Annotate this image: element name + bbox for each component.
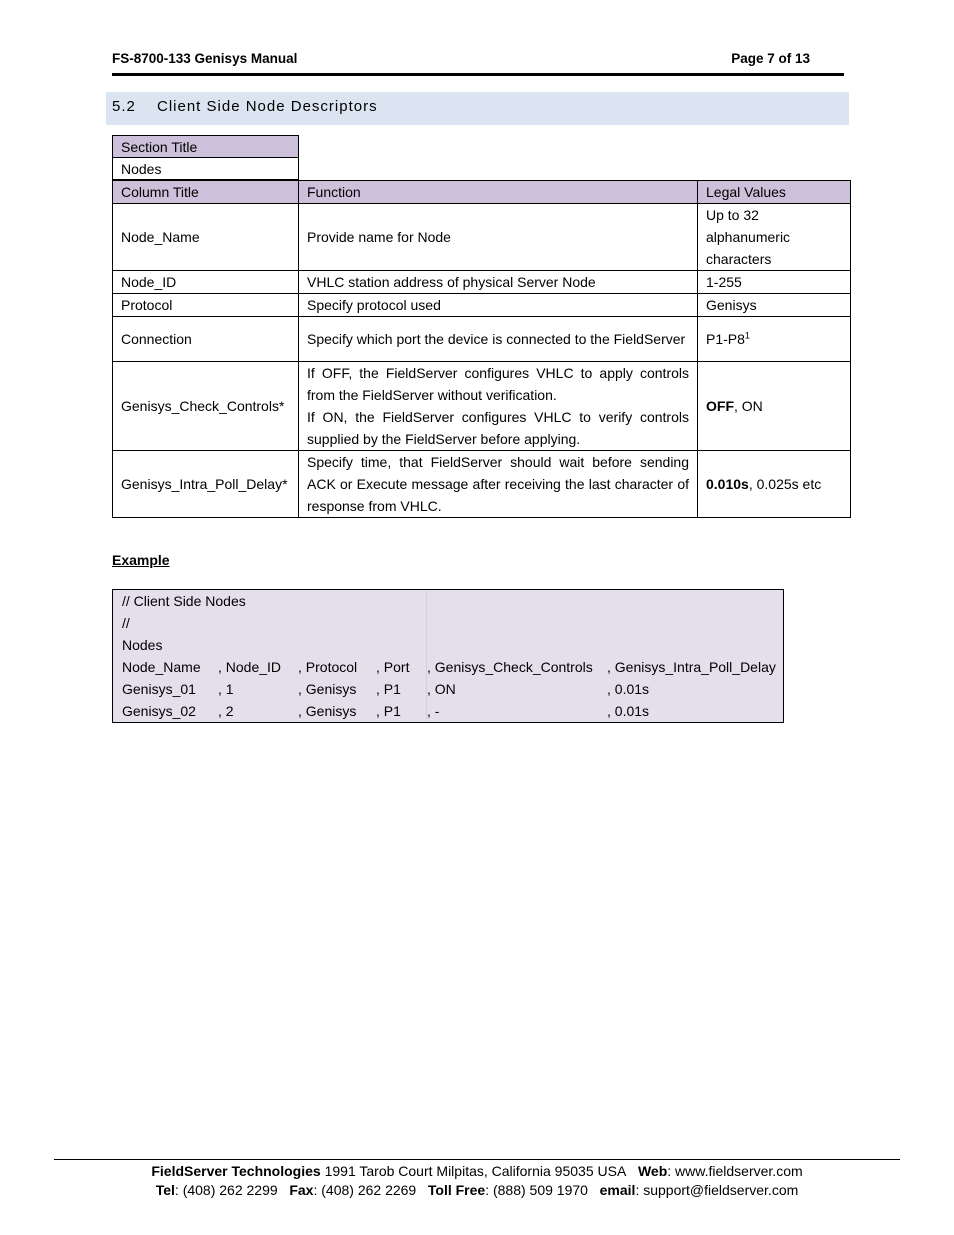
example-comment: // <box>122 615 130 631</box>
example-cell: Genisys_01 <box>122 681 196 697</box>
row-name: Genisys_Intra_Poll_Delay* <box>113 451 299 518</box>
example-cell: , - <box>427 703 440 719</box>
footer-line-2 <box>0 1181 954 1200</box>
table-row <box>113 204 851 271</box>
footer-web: : www.fieldserver.com <box>667 1163 803 1179</box>
example-label: Example <box>112 552 170 568</box>
row-legal: 1-255 <box>698 271 851 294</box>
row-function <box>299 362 698 451</box>
section-number: 5.2 <box>112 98 136 115</box>
section-title-header: Section Title <box>113 136 299 158</box>
page-footer <box>0 1162 954 1200</box>
node-descriptor-table <box>112 180 851 518</box>
function-off-text: If OFF, the FieldServer configures VHLC to apply controls from the FieldServer without verification. <box>307 365 689 403</box>
footer-divider <box>54 1159 900 1160</box>
footer-web-label: Web <box>637 1163 668 1179</box>
legal-value: P1-P8 <box>706 331 745 347</box>
legal-rest: , ON <box>734 398 763 414</box>
section-title-table <box>112 135 299 180</box>
footnote-marker: 1 <box>744 330 750 341</box>
row-name: Node_ID <box>113 271 299 294</box>
column-header-legal: Legal Values <box>698 181 851 204</box>
row-name: Node_Name <box>113 204 299 271</box>
example-code-box <box>112 589 784 723</box>
section-title-value: Nodes <box>113 158 299 180</box>
row-function: Specify protocol used <box>299 294 698 317</box>
example-cell: , Genisys <box>298 681 357 697</box>
example-header-cell: , Protocol <box>298 659 358 675</box>
page-header <box>112 51 844 76</box>
example-cell: , ON <box>427 681 456 697</box>
example-cell: , 1 <box>218 681 234 697</box>
footer-email-label: email <box>599 1182 636 1198</box>
row-name: Genisys_Check_Controls* <box>113 362 299 451</box>
row-function: VHLC station address of physical Server Node <box>299 271 698 294</box>
footer-fax: : (408) 262 2269 <box>313 1182 417 1198</box>
footer-line-1 <box>0 1162 954 1181</box>
row-legal: Genisys <box>698 294 851 317</box>
page-number: Page 7 of 13 <box>731 51 810 66</box>
table-row <box>113 294 851 317</box>
section-title: Client Side Node Descriptors <box>157 98 378 115</box>
example-cell: , P1 <box>376 703 401 719</box>
table-row <box>113 271 851 294</box>
footer-company: FieldServer Technologies <box>151 1163 321 1179</box>
example-cell: , 0.01s <box>607 681 650 697</box>
manual-title: FS-8700-133 Genisys Manual <box>112 51 298 66</box>
example-header-cell: , Port <box>376 659 410 675</box>
footer-tel: : (408) 262 2299 <box>174 1182 278 1198</box>
function-on-text: If ON, the FieldServer configures VHLC to verify controls supplied by the FieldServer before applying. <box>307 409 689 447</box>
footer-tel-label: Tel <box>155 1182 175 1198</box>
row-legal <box>698 362 851 451</box>
example-cell: , 2 <box>218 703 234 719</box>
footer-fax-label: Fax <box>289 1182 314 1198</box>
row-function: Specify time, that FieldServer should wait before sending ACK or Execute message after receiving the last character of response from VHLC. <box>299 451 698 518</box>
table-row <box>113 451 851 518</box>
example-cell: , Genisys <box>298 703 357 719</box>
row-legal <box>698 317 851 362</box>
default-value: 0.010s <box>706 476 749 492</box>
example-cell: Genisys_02 <box>122 703 196 719</box>
row-function: Provide name for Node <box>299 204 698 271</box>
footer-address: 1991 Tarob Court Milpitas, California 95035 USA <box>320 1163 627 1179</box>
example-header-cell: , Node_ID <box>218 659 282 675</box>
row-legal <box>698 451 851 518</box>
row-name: Protocol <box>113 294 299 317</box>
section-heading <box>106 92 849 125</box>
column-header-function: Function <box>299 181 698 204</box>
example-header-cell: , Genisys_Intra_Poll_Delay <box>607 659 776 675</box>
example-cell: , 0.01s <box>607 703 650 719</box>
footer-tollfree: : (888) 509 1970 <box>485 1182 588 1198</box>
row-legal: Up to 32 alphanumeric characters <box>698 204 851 271</box>
footer-email: : support@fieldserver.com <box>635 1182 799 1198</box>
table-row <box>113 317 851 362</box>
row-name: Connection <box>113 317 299 362</box>
default-value: OFF <box>706 398 734 414</box>
example-header-cell: Node_Name <box>122 659 201 675</box>
example-comment: // Client Side Nodes <box>122 593 246 609</box>
row-function: Specify which port the device is connected to the FieldServer <box>299 317 698 362</box>
example-header-cell: , Genisys_Check_Controls <box>427 659 593 675</box>
example-section: Nodes <box>122 637 163 653</box>
table-row <box>113 362 851 451</box>
legal-rest: , 0.025s etc <box>748 476 822 492</box>
footer-tollfree-label: Toll Free <box>427 1182 486 1198</box>
column-header-title: Column Title <box>113 181 299 204</box>
example-cell: , P1 <box>376 681 401 697</box>
